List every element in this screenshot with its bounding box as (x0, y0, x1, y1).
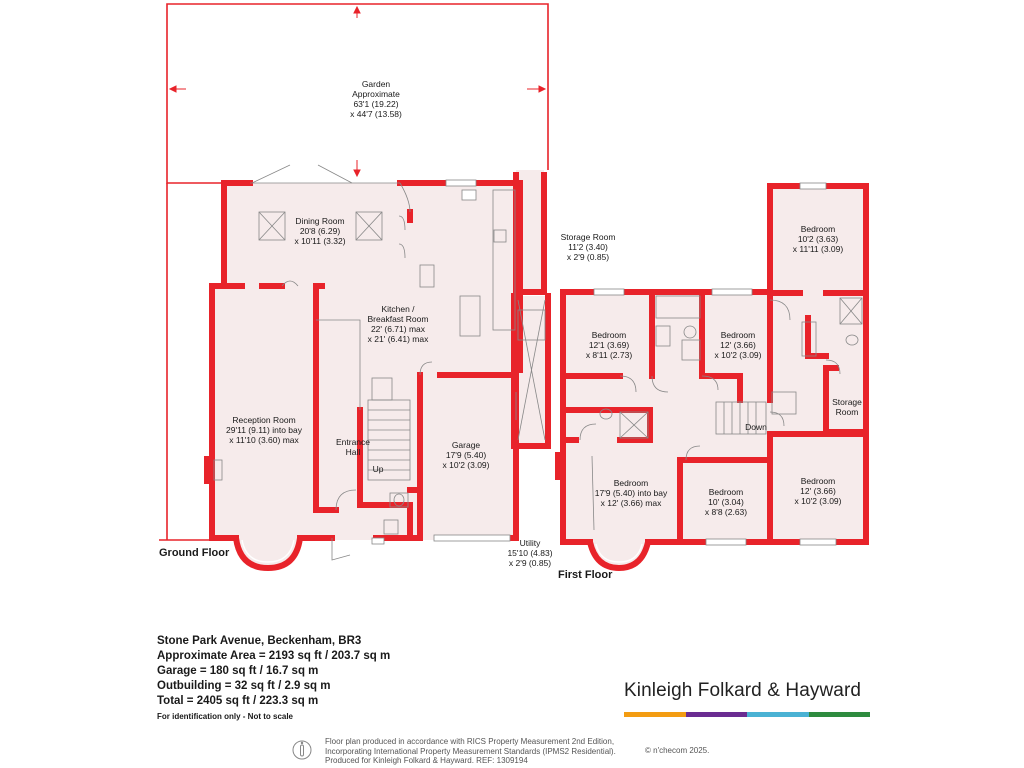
utility-label (507, 538, 552, 568)
approximate-area: Approximate Area = 2193 sq ft / 203.7 sq m (157, 650, 391, 662)
storage-room-label (561, 232, 616, 262)
brand-bar-blue (747, 712, 809, 717)
room-label-line: x 44'7 (13.58) (350, 109, 402, 119)
room-label-line: Bedroom (613, 478, 649, 488)
room-label-line: 20'8 (6.29) (299, 226, 341, 236)
room-label-line: 11'2 (3.40) (568, 242, 608, 252)
room-label-line: 29'11 (9.11) into bay (226, 425, 302, 435)
brand-bar-orange (624, 712, 686, 717)
total-area: Total = 2405 sq ft / 223.3 sq m (157, 695, 319, 707)
up-label (373, 464, 384, 474)
first-floor-title: First Floor (558, 569, 613, 581)
room-label-line: 12' (3.66) (720, 340, 756, 350)
bedroom-bm-label (705, 487, 747, 517)
room-label-line: Room (835, 407, 859, 417)
copyright: © n'checom 2025. (645, 746, 710, 755)
room-label-line: 17'9 (5.40) into bay (594, 488, 668, 498)
room-label-line: Bedroom (720, 330, 756, 340)
brand-bar-purple (686, 712, 748, 717)
room-label-line: x 10'2 (3.09) (442, 460, 490, 470)
room-label-line: Reception Room (232, 415, 296, 425)
room-label-line: Entrance (335, 437, 371, 447)
room-label-line: Bedroom (800, 224, 836, 234)
outbuilding-area: Outbuilding = 32 sq ft / 2.9 sq m (157, 680, 331, 692)
brand-color-bar (624, 712, 870, 717)
room-label-line: Garage (451, 440, 481, 450)
footer-line-1: Floor plan produced in accordance with RICS Property Measurement 2nd Edition, (325, 737, 615, 746)
footer-line-2: Incorporating International Property Measurement Standards (IPMS2 Residential). (325, 746, 616, 756)
bedroom-br-label (795, 476, 842, 506)
room-label-line: Down (745, 422, 767, 432)
room-label-line: x 10'2 (3.09) (714, 350, 762, 360)
room-label-line: Storage Room (560, 232, 616, 242)
storage-small-label (832, 397, 862, 417)
room-label-line: x 8'11 (2.73) (585, 350, 633, 360)
room-label-line: Kitchen / (381, 304, 415, 314)
ground-floor-title: Ground Floor (159, 547, 230, 559)
dining-room-label (294, 216, 345, 246)
room-label-line: Up (372, 464, 384, 474)
room-label-line: 10'2 (3.63) (797, 234, 839, 244)
room-label-line: x 10'11 (3.32) (294, 236, 346, 246)
room-label-line: x 10'2 (3.09) (794, 496, 842, 506)
down-label (745, 422, 767, 432)
room-label-line: 10' (3.04) (708, 497, 744, 507)
room-label-line: 22' (6.71) max (370, 324, 426, 334)
brand-bar-green (809, 712, 871, 717)
property-info (157, 634, 577, 721)
room-label-line: Garden (361, 79, 391, 89)
room-label-line: Dining Room (295, 216, 345, 226)
room-label-line: Approximate (352, 89, 400, 99)
room-label-line: 12' (3.66) (800, 486, 836, 496)
ncheck-logo-icon (292, 738, 312, 762)
footer-line-3: Produced for Kinleigh Folkard & Hayward. REF: 1309194 (325, 756, 528, 765)
room-label-line: x 12' (3.66) max (600, 498, 662, 508)
garden-label (350, 79, 402, 119)
fireplace (204, 456, 214, 484)
room-label-line: 12'1 (3.69) (588, 340, 630, 350)
room-label-line: x 8'8 (2.63) (704, 507, 748, 517)
room-label-line: x 11'11 (3.09) (792, 244, 844, 254)
room-label-line: Breakfast Room (367, 314, 429, 324)
brand-name: Kinleigh Folkard & Hayward (624, 680, 862, 701)
bedroom-tm-label (715, 330, 762, 360)
bedroom-tl-label (586, 330, 633, 360)
room-label-line: x 2'9 (0.85) (566, 252, 610, 262)
garage-area: Garage = 180 sq ft / 16.7 sq m (157, 665, 319, 677)
room-label-line: Utility (519, 538, 541, 548)
room-label-line: 17'9 (5.40) (445, 450, 487, 460)
room-label-line: x 2'9 (0.85) (508, 558, 552, 568)
room-label-line: x 11'10 (3.60) max (229, 435, 299, 445)
room-label-line: 15'10 (4.83) (507, 548, 553, 558)
reception-room-label (226, 415, 303, 445)
disclaimer: For identification only - Not to scale (157, 712, 294, 721)
brand-logo (624, 680, 870, 717)
room-label-line: Bedroom (708, 487, 744, 497)
room-label-line: Bedroom (591, 330, 627, 340)
room-label-line: Hall (345, 447, 361, 457)
room-label-line: 63'1 (19.22) (353, 99, 399, 109)
first-fireplace (555, 452, 565, 480)
address: Stone Park Avenue, Beckenham, BR3 (157, 635, 362, 647)
room-label-line: Bedroom (800, 476, 836, 486)
room-label-line: x 21' (6.41) max (367, 334, 429, 344)
room-label-line: Storage (832, 397, 862, 407)
